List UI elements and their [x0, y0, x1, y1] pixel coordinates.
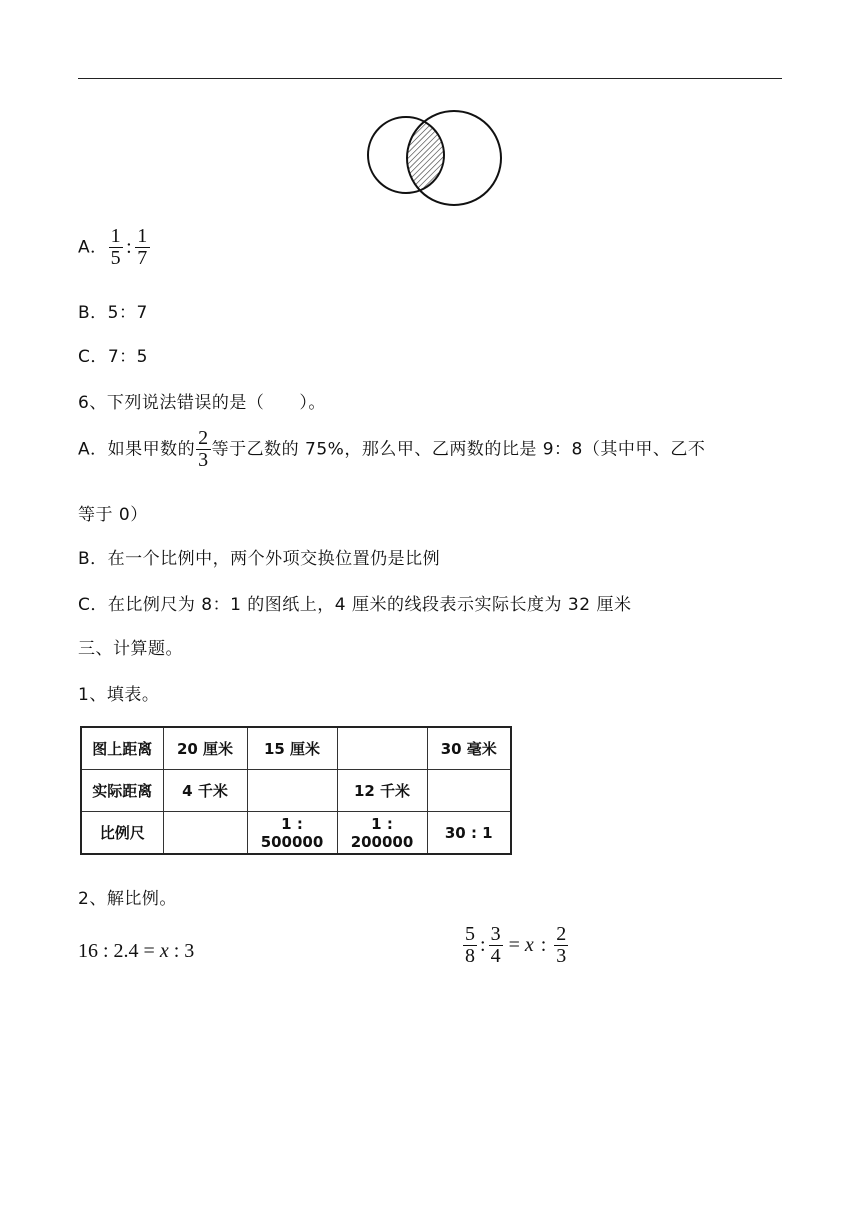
table-cell: 30 毫米: [427, 727, 511, 770]
table-cell-blank[interactable]: [427, 770, 511, 812]
fraction: [109, 226, 124, 269]
table-row: [81, 770, 511, 812]
table-cell: 15 厘米: [247, 727, 337, 770]
denominator: 3: [198, 449, 209, 471]
fraction: [463, 924, 477, 967]
numerator: 2: [198, 427, 209, 449]
denominator: 8: [465, 945, 475, 967]
q6-option-b: B．在一个比例中，两个外项交换位置仍是比例: [78, 549, 441, 569]
table-cell: 比例尺: [81, 812, 163, 855]
ratio-colon: :: [535, 934, 552, 956]
denominator: 4: [490, 945, 501, 967]
table-cell: 20 厘米: [163, 727, 247, 770]
table-cell: 1 : 500000: [247, 812, 337, 855]
numerator: 1: [137, 225, 148, 247]
q5-option-a: [78, 226, 151, 269]
q6-a-suffix: 等于乙数的 75%，那么甲、乙两数的比是 9：8（其中甲、乙不: [211, 439, 706, 460]
table-cell: 实际距离: [81, 770, 163, 812]
eq1-left: 16 : 2.4 =: [78, 940, 160, 962]
table-cell: 4 千米: [163, 770, 247, 812]
q6-stem: 6、下列说法错误的是（ ）。: [78, 393, 326, 413]
variable-x: x: [524, 934, 534, 956]
table-cell: 12 千米: [337, 770, 427, 812]
table-row: [81, 727, 511, 770]
table-cell: 1 : 200000: [337, 812, 427, 855]
fraction: [196, 428, 211, 471]
option-a-label: A．: [78, 237, 108, 258]
header-rule: [78, 78, 782, 79]
fraction: [554, 924, 568, 967]
table-row: [81, 812, 511, 855]
section-title: 三、计算题。: [78, 639, 183, 659]
ratio-colon: :: [480, 934, 486, 956]
variable-x: x: [159, 940, 169, 962]
table-cell: 30 : 1: [427, 812, 511, 855]
equation-1: [78, 940, 194, 963]
q6-option-a-continued: 等于 0）: [78, 505, 148, 525]
table-cell-blank[interactable]: [247, 770, 337, 812]
q6-a-prefix: A．如果甲数的: [78, 439, 196, 460]
denominator: 3: [556, 945, 567, 967]
equation-2: [462, 924, 569, 967]
denominator: 5: [110, 247, 122, 269]
numerator: 1: [110, 225, 122, 247]
table-cell-blank[interactable]: [337, 727, 427, 770]
q2-title: 2、解比例。: [78, 889, 177, 909]
equals-sign: =: [503, 934, 525, 956]
scale-table: [80, 726, 512, 855]
venn-diagram: [360, 104, 510, 214]
numerator: 2: [556, 923, 567, 945]
table-cell-blank[interactable]: [163, 812, 247, 855]
numerator: 3: [490, 923, 501, 945]
denominator: 7: [137, 247, 148, 269]
eq1-right: : 3: [168, 940, 195, 962]
numerator: 5: [465, 923, 475, 945]
q5-option-b: B．5：7: [78, 303, 148, 323]
q6-option-c: C．在比例尺为 8：1 的图纸上，4 厘米的线段表示实际长度为 32 厘米: [78, 595, 632, 615]
ratio-colon: :: [126, 236, 133, 258]
fraction: [135, 226, 150, 269]
q1-title: 1、填表。: [78, 685, 160, 705]
fraction: [489, 924, 503, 967]
q5-option-c: C．7：5: [78, 347, 149, 367]
table-cell: 图上距离: [81, 727, 163, 770]
q6-option-a: [78, 428, 705, 471]
